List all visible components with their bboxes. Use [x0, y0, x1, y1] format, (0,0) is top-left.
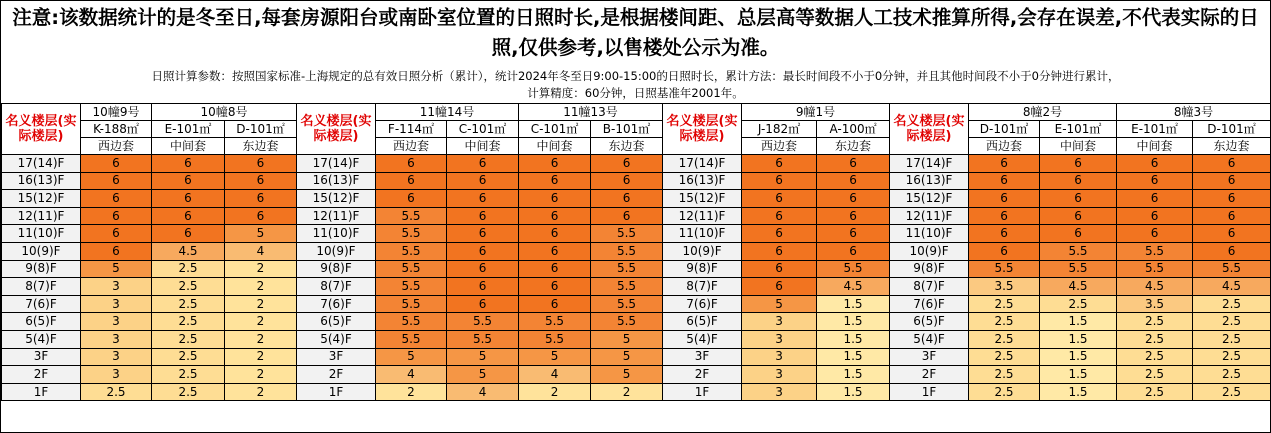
sunlight-hours-cell: 3	[742, 383, 817, 401]
sunlight-hours-cell: 2.5	[1117, 348, 1193, 366]
sunlight-hours-cell: 6	[519, 207, 591, 225]
sunlight-hours-cell: 6	[1117, 207, 1193, 225]
sunlight-hours-cell: 4.5	[1117, 278, 1193, 296]
floor-column-header: 名义楼层(实际楼层)	[890, 104, 969, 155]
sunlight-hours-cell: 6	[152, 207, 225, 225]
sunlight-hours-cell: 6	[1040, 225, 1117, 243]
sunlight-hours-cell: 5.5	[1040, 242, 1117, 260]
floor-column-header: 名义楼层(实际楼层)	[297, 104, 376, 155]
floor-label: 17(14)F	[663, 155, 742, 173]
unit-position: 西边套	[969, 138, 1040, 155]
sunlight-hours-cell: 6	[519, 242, 591, 260]
unit-position: 中间套	[1117, 138, 1193, 155]
table-row	[2, 260, 1271, 278]
floor-label: 8(7)F	[663, 278, 742, 296]
sunlight-hours-cell: 5.5	[376, 295, 447, 313]
building-name: 9幢1号	[742, 104, 890, 121]
floor-label: 1F	[663, 383, 742, 401]
floor-label: 5(4)F	[663, 330, 742, 348]
sunlight-hours-cell: 6	[447, 225, 519, 243]
sunlight-hours-cell: 2	[225, 330, 297, 348]
sunlight-hours-cell: 6	[742, 155, 817, 173]
sunlight-hours-cell: 4.5	[152, 242, 225, 260]
sunlight-hours-cell: 6	[81, 190, 152, 208]
sunlight-hours-cell: 5.5	[519, 313, 591, 331]
table-row	[2, 172, 1271, 190]
table-row	[2, 190, 1271, 208]
sunlight-hours-cell: 4	[376, 366, 447, 384]
sunlight-hours-cell: 3	[742, 366, 817, 384]
sunlight-hours-cell: 5.5	[1117, 260, 1193, 278]
unit-position: 中间套	[152, 138, 225, 155]
sunlight-hours-cell: 5.5	[376, 313, 447, 331]
sunlight-hours-cell: 3	[81, 366, 152, 384]
sunlight-hours-cell: 5.5	[447, 313, 519, 331]
sunlight-hours-cell: 3	[81, 330, 152, 348]
sunlight-hours-cell: 6	[742, 242, 817, 260]
sunlight-hours-cell: 5	[225, 225, 297, 243]
unit-type: E-101㎡	[152, 121, 225, 138]
sunlight-hours-cell: 3	[742, 330, 817, 348]
floor-label: 11(10)F	[890, 225, 969, 243]
sunlight-hours-cell: 2	[591, 383, 663, 401]
sunlight-hours-cell: 5	[447, 348, 519, 366]
sunlight-hours-cell: 2	[225, 348, 297, 366]
sunlight-hours-cell: 6	[81, 155, 152, 173]
sunlight-hours-cell: 5.5	[519, 330, 591, 348]
sunlight-hours-cell: 2.5	[152, 313, 225, 331]
unit-type: J-182㎡	[742, 121, 817, 138]
sunlight-hours-cell: 2.5	[969, 366, 1040, 384]
sunlight-hours-cell: 5	[591, 348, 663, 366]
sunlight-hours-cell: 2	[225, 383, 297, 401]
unit-type: D-101㎡	[225, 121, 297, 138]
table-row	[2, 295, 1271, 313]
building-name: 11幢13号	[519, 104, 663, 121]
sunlight-hours-cell: 6	[81, 172, 152, 190]
unit-position: 中间套	[1040, 138, 1117, 155]
sunlight-hours-cell: 6	[1193, 242, 1271, 260]
sunlight-hours-cell: 6	[1040, 155, 1117, 173]
sunlight-hours-cell: 5	[376, 348, 447, 366]
floor-label: 1F	[297, 383, 376, 401]
sunlight-hours-cell: 5.5	[376, 260, 447, 278]
sunlight-hours-cell: 6	[519, 172, 591, 190]
sunlight-hours-cell: 5.5	[1193, 260, 1271, 278]
sunlight-hours-cell: 6	[81, 242, 152, 260]
unit-type: E-101㎡	[1040, 121, 1117, 138]
sunlight-hours-cell: 1.5	[817, 313, 890, 331]
sunlight-hours-cell: 6	[519, 225, 591, 243]
sunlight-hours-cell: 5.5	[591, 278, 663, 296]
sunlight-hours-table	[1, 103, 1271, 401]
sunlight-hours-cell: 2.5	[152, 366, 225, 384]
unit-position: 中间套	[519, 138, 591, 155]
unit-position: 东边套	[591, 138, 663, 155]
sunlight-hours-cell: 6	[81, 225, 152, 243]
sunlight-hours-cell: 2.5	[969, 295, 1040, 313]
table-row	[2, 242, 1271, 260]
sunlight-hours-cell: 3	[81, 348, 152, 366]
floor-label: 15(12)F	[2, 190, 81, 208]
building-name: 8幢2号	[969, 104, 1117, 121]
sunlight-hours-cell: 6	[817, 207, 890, 225]
sunlight-hours-cell: 2.5	[1117, 330, 1193, 348]
sunlight-hours-cell: 2.5	[969, 383, 1040, 401]
sunlight-hours-cell: 2	[225, 313, 297, 331]
sunlight-hours-cell: 3	[81, 313, 152, 331]
unit-type: D-101㎡	[1193, 121, 1271, 138]
calculation-parameters-line2: 计算精度：60分钟，日照基准年2001年。	[527, 86, 744, 100]
floor-label: 12(11)F	[2, 207, 81, 225]
table-row	[2, 330, 1271, 348]
sunlight-hours-cell: 2.5	[152, 383, 225, 401]
sunlight-hours-cell: 6	[969, 172, 1040, 190]
sunlight-hours-cell: 5.5	[591, 295, 663, 313]
floor-label: 10(9)F	[890, 242, 969, 260]
unit-type: D-101㎡	[969, 121, 1040, 138]
sunlight-hours-cell: 6	[376, 155, 447, 173]
sunlight-hours-cell: 2.5	[1040, 295, 1117, 313]
sunlight-hours-cell: 6	[742, 260, 817, 278]
sunlight-hours-cell: 3.5	[1117, 295, 1193, 313]
unit-type: K-188㎡	[81, 121, 152, 138]
sunlight-hours-cell: 6	[742, 225, 817, 243]
sunlight-hours-cell: 3.5	[969, 278, 1040, 296]
sunlight-hours-cell: 6	[969, 155, 1040, 173]
sunlight-hours-cell: 6	[376, 172, 447, 190]
sunlight-hours-cell: 2.5	[1193, 330, 1271, 348]
floor-label: 16(13)F	[297, 172, 376, 190]
sunlight-hours-cell: 5	[591, 366, 663, 384]
sunlight-hours-cell: 2	[376, 383, 447, 401]
sunlight-hours-cell: 3	[81, 295, 152, 313]
floor-column-header: 名义楼层(实际楼层)	[2, 104, 81, 155]
sunlight-hours-cell: 6	[817, 190, 890, 208]
calculation-parameters	[1, 65, 1270, 103]
sunlight-hours-cell: 4.5	[817, 278, 890, 296]
sunlight-hours-cell: 4.5	[1040, 278, 1117, 296]
sunlight-hours-cell: 6	[742, 190, 817, 208]
floor-label: 7(6)F	[890, 295, 969, 313]
sunlight-hours-cell: 6	[1193, 172, 1271, 190]
sunlight-hours-cell: 5.5	[969, 260, 1040, 278]
sunlight-hours-cell: 5	[742, 295, 817, 313]
sunlight-hours-cell: 5.5	[447, 330, 519, 348]
unit-position: 西边套	[81, 138, 152, 155]
floor-label: 17(14)F	[297, 155, 376, 173]
sunlight-hours-cell: 2.5	[1193, 383, 1271, 401]
unit-type: E-101㎡	[1117, 121, 1193, 138]
sunlight-hours-cell: 4.5	[1193, 278, 1271, 296]
floor-label: 3F	[663, 348, 742, 366]
floor-label: 5(4)F	[890, 330, 969, 348]
floor-label: 12(11)F	[663, 207, 742, 225]
floor-label: 11(10)F	[663, 225, 742, 243]
sunlight-hours-cell: 6	[447, 172, 519, 190]
table-body	[2, 104, 1271, 401]
unit-type: C-101㎡	[519, 121, 591, 138]
table-row	[2, 155, 1271, 173]
floor-label: 16(13)F	[663, 172, 742, 190]
sunlight-hours-cell: 6	[969, 242, 1040, 260]
floor-label: 12(11)F	[297, 207, 376, 225]
sunlight-hours-cell: 5	[519, 348, 591, 366]
notice-title: 注意:该数据统计的是冬至日,每套房源阳台或南卧室位置的日照时长,是根据楼间距、总层高等数据人工技术推算所得,会存在误差,不代表实际的日照,仅供参考,以售楼处公示为准。	[12, 6, 1259, 59]
sunlight-hours-cell: 6	[742, 207, 817, 225]
sunlight-hours-cell: 6	[225, 172, 297, 190]
floor-label: 7(6)F	[297, 295, 376, 313]
sunlight-hours-cell: 4	[225, 242, 297, 260]
sunlight-hours-cell: 6	[519, 155, 591, 173]
unit-position: 东边套	[817, 138, 890, 155]
sunlight-hours-cell: 4	[447, 383, 519, 401]
sunlight-hours-cell: 6	[81, 207, 152, 225]
sunlight-hours-cell: 2.5	[1117, 366, 1193, 384]
floor-label: 9(8)F	[663, 260, 742, 278]
floor-label: 17(14)F	[890, 155, 969, 173]
sunlight-hours-cell: 5.5	[376, 225, 447, 243]
sunlight-hours-cell: 2.5	[1193, 366, 1271, 384]
floor-label: 11(10)F	[297, 225, 376, 243]
floor-label: 3F	[890, 348, 969, 366]
sunlight-hours-cell: 5.5	[1040, 260, 1117, 278]
table-row	[2, 207, 1271, 225]
sunlight-hours-cell: 3	[742, 313, 817, 331]
sunlight-hours-cell: 6	[591, 172, 663, 190]
floor-label: 2F	[890, 366, 969, 384]
floor-label: 10(9)F	[297, 242, 376, 260]
sunlight-hours-cell: 2.5	[81, 383, 152, 401]
unit-type: B-101㎡	[591, 121, 663, 138]
floor-column-header: 名义楼层(实际楼层)	[663, 104, 742, 155]
sunlight-hours-cell: 2.5	[969, 313, 1040, 331]
sunlight-hours-cell: 6	[1040, 190, 1117, 208]
unit-type: C-101㎡	[447, 121, 519, 138]
floor-label: 6(5)F	[890, 313, 969, 331]
sunlight-hours-cell: 2.5	[1117, 383, 1193, 401]
sunlight-hours-cell: 6	[742, 278, 817, 296]
sunlight-hours-cell: 6	[591, 155, 663, 173]
sunlight-hours-cell: 1.5	[1040, 383, 1117, 401]
floor-label: 11(10)F	[2, 225, 81, 243]
sunlight-hours-cell: 2.5	[152, 330, 225, 348]
sunlight-hours-cell: 6	[1117, 172, 1193, 190]
sunlight-hours-cell: 6	[225, 207, 297, 225]
sunlight-hours-cell: 1.5	[1040, 348, 1117, 366]
sunlight-hours-cell: 6	[591, 190, 663, 208]
sunlight-hours-cell: 2.5	[152, 348, 225, 366]
floor-label: 17(14)F	[2, 155, 81, 173]
unit-position: 东边套	[1193, 138, 1271, 155]
floor-label: 1F	[2, 383, 81, 401]
floor-label: 9(8)F	[297, 260, 376, 278]
sunlight-hours-cell: 1.5	[817, 366, 890, 384]
sunlight-hours-cell: 6	[817, 172, 890, 190]
table-row	[2, 313, 1271, 331]
sunlight-hours-cell: 1.5	[1040, 330, 1117, 348]
floor-label: 8(7)F	[890, 278, 969, 296]
sunlight-hours-cell: 1.5	[817, 348, 890, 366]
sunlight-hours-cell: 2.5	[152, 260, 225, 278]
sunlight-hours-cell: 5	[81, 260, 152, 278]
floor-label: 5(4)F	[297, 330, 376, 348]
floor-label: 8(7)F	[2, 278, 81, 296]
sunlight-hours-cell: 6	[519, 278, 591, 296]
floor-label: 2F	[663, 366, 742, 384]
sunlight-hours-cell: 5	[591, 330, 663, 348]
sunlight-hours-cell: 2.5	[1193, 295, 1271, 313]
sunlight-hours-cell: 5.5	[376, 330, 447, 348]
sunlight-hours-cell: 6	[447, 190, 519, 208]
floor-label: 12(11)F	[890, 207, 969, 225]
sunlight-hours-cell: 2	[225, 260, 297, 278]
table-row	[2, 225, 1271, 243]
sunlight-hours-cell: 1.5	[817, 330, 890, 348]
sunlight-hours-cell: 6	[152, 190, 225, 208]
floor-label: 16(13)F	[890, 172, 969, 190]
sunlight-hours-cell: 6	[1040, 207, 1117, 225]
unit-position: 西边套	[742, 138, 817, 155]
sunlight-hours-cell: 6	[817, 242, 890, 260]
sunlight-hours-cell: 6	[447, 295, 519, 313]
floor-label: 10(9)F	[663, 242, 742, 260]
sunlight-hours-cell: 2	[225, 295, 297, 313]
floor-label: 3F	[297, 348, 376, 366]
table-row	[2, 278, 1271, 296]
sunlight-hours-cell: 6	[447, 278, 519, 296]
floor-label: 6(5)F	[297, 313, 376, 331]
sunlight-hours-cell: 6	[225, 155, 297, 173]
floor-label: 16(13)F	[2, 172, 81, 190]
sunlight-hours-cell: 6	[519, 190, 591, 208]
sunlight-hours-cell: 2	[519, 383, 591, 401]
sunlight-hours-cell: 2	[225, 278, 297, 296]
building-name: 11幢14号	[376, 104, 519, 121]
sunlight-hours-cell: 6	[152, 172, 225, 190]
sunlight-hours-cell: 6	[817, 225, 890, 243]
sunlight-hours-cell: 5.5	[591, 260, 663, 278]
floor-label: 15(12)F	[890, 190, 969, 208]
sunlight-hours-cell: 5	[447, 366, 519, 384]
sunlight-hours-cell: 2.5	[969, 330, 1040, 348]
floor-label: 2F	[297, 366, 376, 384]
sunlight-hours-cell: 6	[969, 225, 1040, 243]
calculation-parameters-line1: 日照计算参数：按照国家标准-上海规定的总有效日照分析（累计），统计2024年冬至日9:00-15:00的日照时长，累计方法：最长时间段不小于0分钟，并且其他时间段不小于0分钟进行累计，	[151, 69, 1120, 83]
floor-label: 7(6)F	[2, 295, 81, 313]
table-row	[2, 348, 1271, 366]
sunlight-hours-cell: 6	[152, 155, 225, 173]
sunlight-hours-cell: 5.5	[1117, 242, 1193, 260]
unit-position: 中间套	[447, 138, 519, 155]
sunlight-hours-cell: 6	[969, 207, 1040, 225]
sunlight-hours-cell: 1.5	[817, 383, 890, 401]
sunlight-hours-cell: 2.5	[1193, 313, 1271, 331]
floor-label: 15(12)F	[297, 190, 376, 208]
sunlight-hours-cell: 5.5	[591, 225, 663, 243]
floor-label: 6(5)F	[2, 313, 81, 331]
sunlight-hours-cell: 2.5	[1117, 313, 1193, 331]
header-row-positions	[2, 138, 1271, 155]
unit-position: 西边套	[376, 138, 447, 155]
floor-label: 10(9)F	[2, 242, 81, 260]
floor-label: 6(5)F	[663, 313, 742, 331]
sunlight-hours-cell: 6	[1193, 207, 1271, 225]
floor-label: 9(8)F	[890, 260, 969, 278]
table-row	[2, 366, 1271, 384]
unit-type: A-100㎡	[817, 121, 890, 138]
sunlight-hours-cell: 2.5	[1193, 348, 1271, 366]
sunlight-hours-cell: 2	[225, 366, 297, 384]
floor-label: 7(6)F	[663, 295, 742, 313]
sunlight-hours-cell: 1.5	[817, 295, 890, 313]
floor-label: 15(12)F	[663, 190, 742, 208]
table-row	[2, 383, 1271, 401]
sunlight-hours-cell: 3	[81, 278, 152, 296]
sunlight-hours-cell: 5.5	[591, 313, 663, 331]
sunlight-hours-cell: 3	[742, 348, 817, 366]
floor-label: 9(8)F	[2, 260, 81, 278]
sunlight-hours-cell: 2.5	[152, 295, 225, 313]
header-row-units	[2, 121, 1271, 138]
sunlight-hours-cell: 6	[1040, 172, 1117, 190]
sunlight-hours-cell: 2.5	[969, 348, 1040, 366]
sunlight-hours-cell: 6	[1193, 155, 1271, 173]
sunlight-hours-cell: 6	[519, 295, 591, 313]
sunlight-hours-cell: 6	[447, 155, 519, 173]
sunlight-hours-cell: 6	[1117, 190, 1193, 208]
sunlight-hours-cell: 6	[742, 172, 817, 190]
sunlight-hours-cell: 6	[1193, 225, 1271, 243]
sunlight-hours-cell: 5.5	[376, 207, 447, 225]
sunlight-hours-cell: 1.5	[1040, 366, 1117, 384]
sunlight-hours-cell: 6	[447, 260, 519, 278]
sunlight-hours-cell: 6	[1117, 225, 1193, 243]
floor-label: 5(4)F	[2, 330, 81, 348]
sunlight-hours-cell: 5.5	[376, 278, 447, 296]
floor-label: 8(7)F	[297, 278, 376, 296]
unit-type: F-114㎡	[376, 121, 447, 138]
sunlight-hours-cell: 6	[152, 225, 225, 243]
sunlight-hours-cell: 5.5	[817, 260, 890, 278]
sunlight-hours-cell: 5.5	[376, 242, 447, 260]
sunlight-hours-cell: 2.5	[152, 278, 225, 296]
sunlight-hours-cell: 6	[969, 190, 1040, 208]
sunlight-hours-cell: 1.5	[1040, 313, 1117, 331]
floor-label: 2F	[2, 366, 81, 384]
floor-label: 1F	[890, 383, 969, 401]
sunlight-hours-cell: 6	[225, 190, 297, 208]
header-row-buildings	[2, 104, 1271, 121]
sunlight-hours-cell: 6	[591, 207, 663, 225]
sunlight-hours-cell: 6	[447, 207, 519, 225]
building-name: 10幢8号	[152, 104, 297, 121]
sunlight-hours-cell: 6	[1193, 190, 1271, 208]
sunlight-hours-cell: 4	[519, 366, 591, 384]
building-name: 8幢3号	[1117, 104, 1271, 121]
sunlight-hours-cell: 5.5	[591, 242, 663, 260]
building-name: 10幢9号	[81, 104, 152, 121]
sunlight-hours-cell: 6	[1117, 155, 1193, 173]
floor-label: 3F	[2, 348, 81, 366]
unit-position: 东边套	[225, 138, 297, 155]
sunlight-hours-cell: 6	[447, 242, 519, 260]
sunlight-hours-cell: 6	[817, 155, 890, 173]
sunlight-hours-cell: 6	[519, 260, 591, 278]
sunlight-hours-cell: 6	[376, 190, 447, 208]
